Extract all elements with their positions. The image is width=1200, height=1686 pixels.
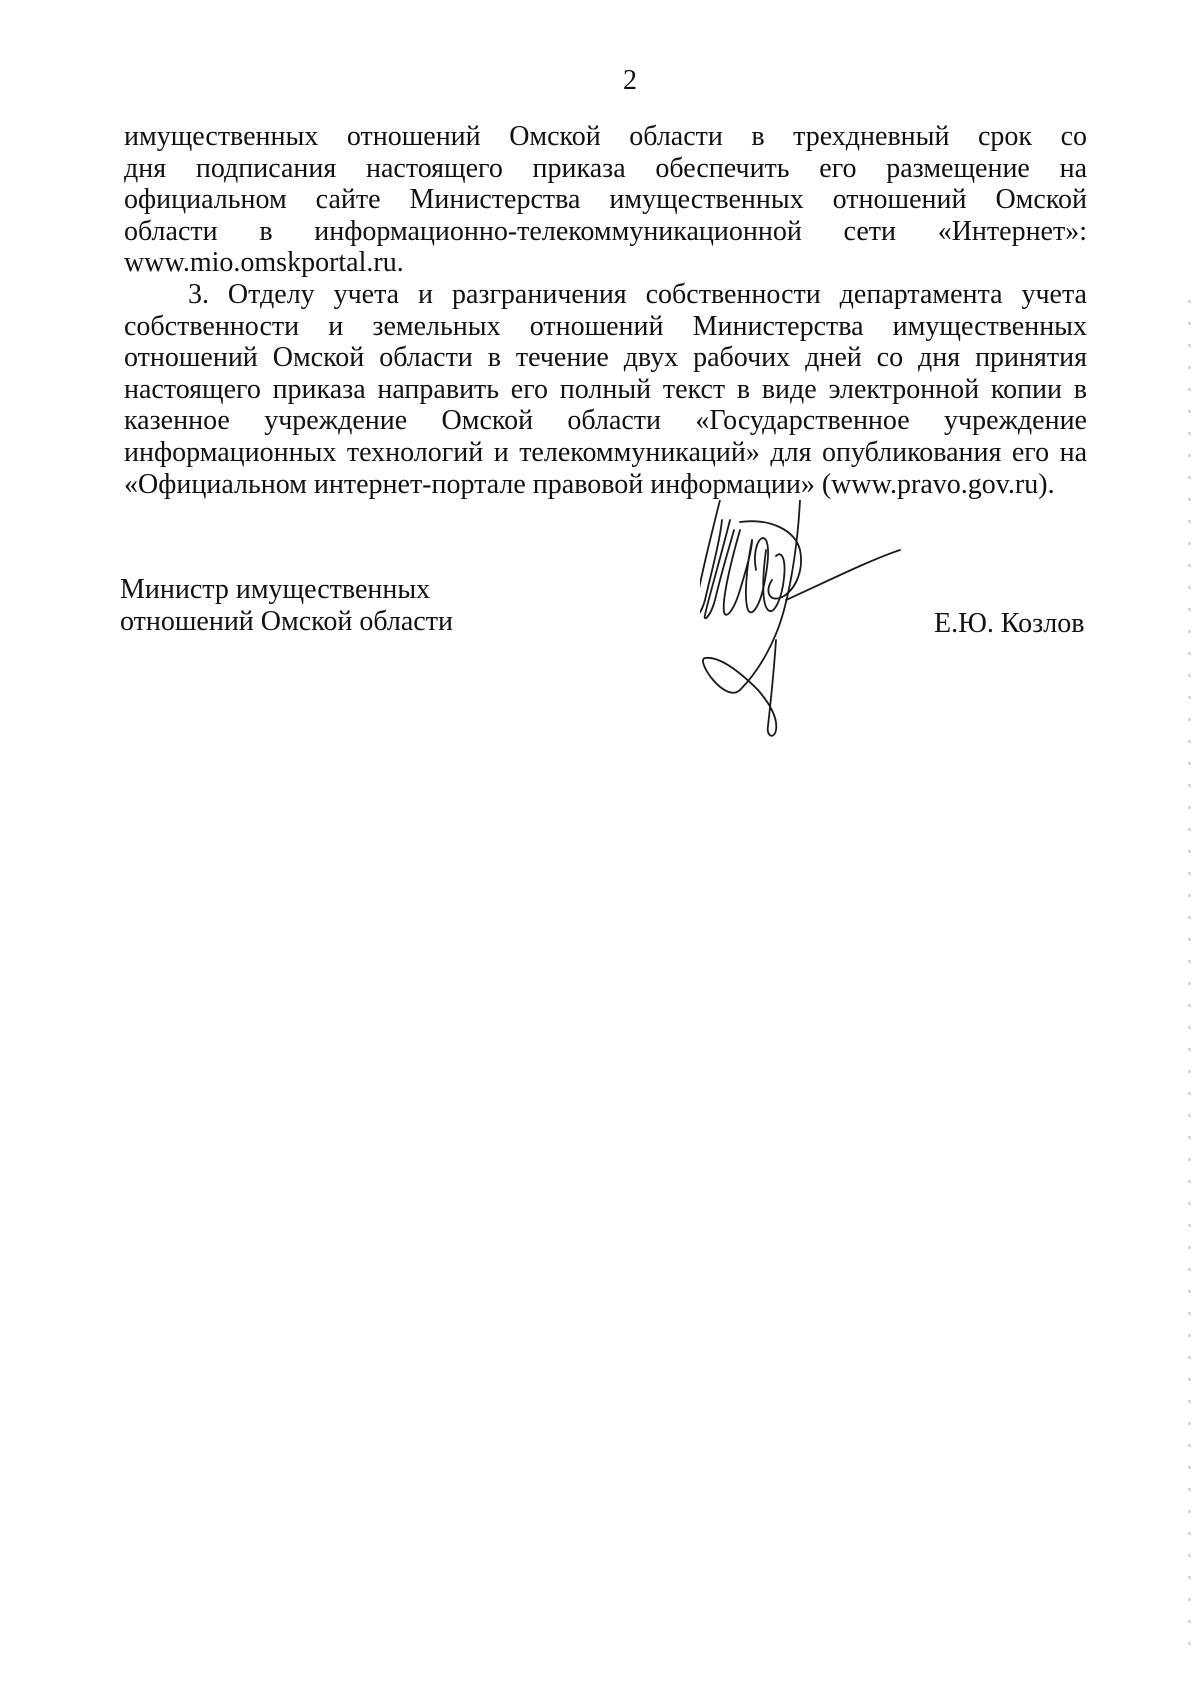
signature-icon <box>700 500 980 790</box>
paragraph-item-3 <box>124 279 1087 500</box>
paragraph-publication-site <box>124 121 1087 279</box>
text-line: www.mio.omskportal.ru. <box>124 247 404 279</box>
text-line: области в информационно-телекоммуникационной сети «Интернет»: <box>124 215 1087 247</box>
signatory-title-line: Министр имущественных <box>120 574 431 605</box>
scan-edge-artifact <box>1188 300 1191 1660</box>
text-line: информационных технологий и телекоммуникаций» для опубликования его на <box>124 436 1087 468</box>
signatory-title-line: отношений Омской области <box>120 606 453 637</box>
text-line: собственности и земельных отношений Министерства имущественных <box>124 310 1087 342</box>
text-line: 3. Отделу учета и разграничения собственности департамента учета <box>188 278 1087 310</box>
text-line: казенное учреждение Омской области «Государственное учреждение <box>124 405 1087 437</box>
text-line: официальном сайте Министерства имущественных отношений Омской <box>124 184 1087 216</box>
page-number: 2 <box>623 65 637 96</box>
signatory-name: Е.Ю. Козлов <box>934 608 1085 639</box>
signatory-title <box>120 574 453 638</box>
text-line: дня подписания настоящего приказа обеспечить его размещение на <box>124 152 1087 184</box>
document-body <box>124 121 1087 500</box>
text-line: настоящего приказа направить его полный текст в виде электронной копии в <box>124 373 1087 405</box>
text-line: «Официальном интернет-портале правовой информации» (www.pravo.gov.ru). <box>124 468 1055 500</box>
text-line: отношений Омской области в течение двух рабочих дней со дня принятия <box>124 342 1087 374</box>
text-line: имущественных отношений Омской области в трехдневный срок со <box>124 121 1087 152</box>
